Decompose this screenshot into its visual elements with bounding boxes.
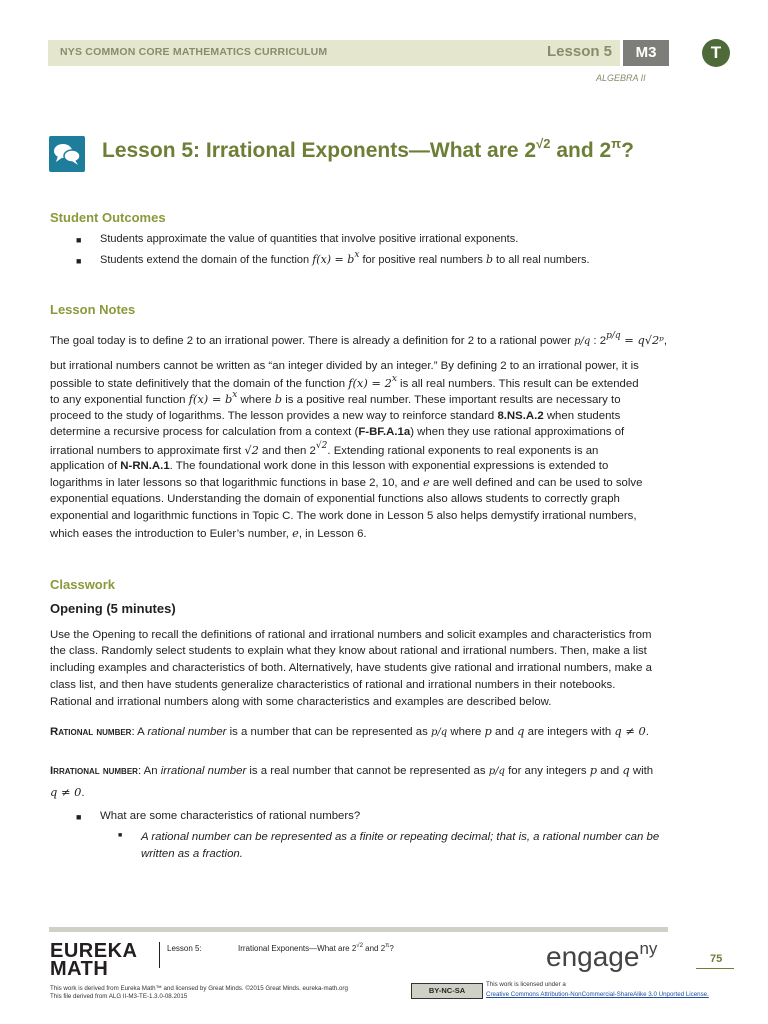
answer-line: written as a fraction. [141, 848, 243, 860]
module-label: M3 [623, 40, 669, 66]
notes-line: application of N-RN.A.1. The foundational work done in this lesson with exponential expressions is extended to [50, 460, 609, 472]
notes-line: The goal today is to define 2 to an irrational power. There is already a definition for 2 to a rational power p/q : $2^{p/q}$ = q√2ᵖ, [50, 331, 667, 347]
page-title: Lesson 5: Irrational Exponents—What are $2^{√2}$ and $2^\pi$? [102, 136, 634, 162]
course-label: ALGEBRA II [596, 73, 646, 83]
bullet-icon: ■ [76, 256, 82, 266]
engageny-logo: engage$^{ny}$ [546, 939, 658, 972]
bullet-icon: ■ [76, 812, 82, 822]
opening-paragraph-line: the class. Randomly select students to explain what they know about rational and irrational numbers. Then, make a list [50, 645, 647, 657]
footer-divider [49, 927, 668, 932]
page-number-underline [696, 968, 734, 969]
curriculum-title: NYS COMMON CORE MATHEMATICS CURRICULUM [60, 46, 328, 58]
opening-paragraph-line: class list, and then have students generalize characteristics of rational and irrational numbers in their notebooks. [50, 679, 616, 691]
teacher-badge-icon: T [702, 39, 730, 67]
discussion-icon [49, 136, 85, 172]
notes-line: but irrational numbers cannot be written as “an integer divided by an integer.” By defining 2 to an irrational power, it is [50, 360, 639, 372]
outcome-item: Students approximate the value of quantities that involve positive irrational exponents. [100, 233, 519, 245]
opening-heading: Opening (5 minutes) [50, 601, 176, 616]
notes-line: logarithms in later lessons so that logarithmic functions in base 2, 10, and e are well defined and can be used to solve [50, 475, 643, 489]
notes-heading: Lesson Notes [50, 302, 136, 317]
notes-line: possible to state definitively that the domain of the function $f(x) = 2^x$ is all real numbers. This result can be extended [50, 374, 639, 390]
notes-line: exponential equations. Understanding the domain of exponential functions also allows students to correctly graph [50, 493, 620, 505]
credit-line: This work is derived from Eureka Math™ and licensed by Great Minds. ©2015 Great Minds. eureka-math.org [50, 985, 348, 992]
sub-bullet-icon: ■ [118, 832, 123, 839]
lesson-label: Lesson 5 [547, 43, 613, 60]
eureka-math-logo: EUREKA MATH [50, 940, 138, 980]
notes-line: determine a recursive process for calculation from a context (F-BF.A.1a) when they use rational approximations of [50, 426, 625, 438]
outcome-item: Students extend the domain of the function $f(x) = b^x$ for positive real numbers b to all real numbers. [100, 250, 590, 266]
classwork-heading: Classwork [50, 577, 116, 592]
notes-line: irrational numbers to approximate first √2 and then $2^{√2}$. Extending rational exponents to real exponents is an [50, 441, 599, 457]
opening-paragraph-line: Rational and irrational numbers along with some characteristics and examples are described below. [50, 696, 552, 708]
outcomes-heading: Student Outcomes [50, 210, 166, 225]
footer-separator [159, 942, 160, 968]
irrational-definition-cont: q ≠ 0. [50, 785, 85, 799]
irrational-definition: Irrational number: An irrational number is a real number that cannot be represented as p/q for any integers p and q with [50, 763, 654, 777]
creative-commons-badge[interactable]: BY-NC-SA [411, 983, 483, 999]
notes-line: which eases the introduction to Euler’s number, e, in Lesson 6. [50, 526, 367, 540]
footer-title: Irrational Exponents—What are $2^{√2}$ and $2^\pi$? [238, 943, 394, 953]
discussion-question: What are some characteristics of rational numbers? [100, 810, 361, 822]
answer-line: A rational number can be represented as a finite or repeating decimal; that is, a rational number can be [141, 831, 660, 843]
opening-paragraph-line: including examples and characteristics of both. Alternatively, have students give rational and irrational numbers, make a [50, 662, 652, 674]
rational-definition: Rational number: A rational number is a number that can be represented as p/q where p and q are integers with q ≠ 0. [50, 724, 649, 738]
license-text: This work is licensed under a [486, 981, 566, 988]
notes-line: to any exponential function $f(x) = b^x$ where b is a positive real number. These important results are necessary to [50, 390, 621, 406]
notes-line: exponential and logarithmic functions in Topic C. The work done in Lesson 5 also helps demystify irrational numbers, [50, 510, 637, 522]
opening-paragraph-line: Use the Opening to recall the definitions of rational and irrational numbers and solicit examples and characteristics from [50, 629, 652, 641]
license-link[interactable]: Creative Commons Attribution-NonCommercial-ShareAlike 3.0 Unported License. [486, 991, 709, 998]
footer-lesson: Lesson 5: [167, 944, 202, 953]
page-number: 75 [710, 953, 723, 965]
notes-line: proceed to the study of logarithms. The lesson provides a new way to reinforce standard 8.NS.A.2 when students [50, 410, 621, 422]
bullet-icon: ■ [76, 235, 82, 245]
credit-line: This file derived from ALG II-M3-TE-1.3.0-08.2015 [50, 993, 188, 1000]
